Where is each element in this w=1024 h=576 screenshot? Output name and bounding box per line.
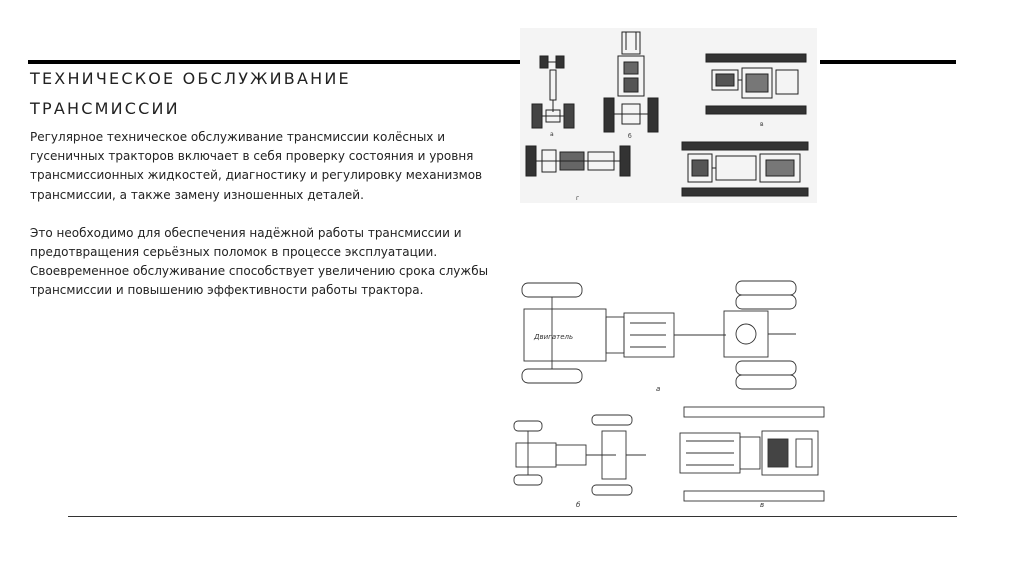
scheme-b-caption: б [628, 133, 632, 140]
slide-title [30, 64, 510, 124]
scheme-g-caption: г [576, 195, 580, 202]
diagram-v-caption: в [760, 501, 765, 509]
paragraph-2: Это необходимо для обеспечения надёжной работы трансмиссии и предотвращения серьёзных поломок в процессе эксплуатации. Своевременное обслуживание способствует увеличению срока службы трансмиссии и повышению эффективности работы трактора. [30, 225, 489, 298]
top-rule-right [820, 60, 956, 64]
diagram-a [522, 281, 796, 393]
scheme-v-caption: в [760, 121, 764, 128]
engine-label: Двигатель [534, 333, 574, 341]
paragraph-1: Регулярное техническое обслуживание трансмиссии колёсных и гусеничных тракторов включает в себя проверку состояния и уровня трансмиссионных жидкостей, диагностику и регулировку механизмов трансмиссии, а также замену изношенных деталей. [30, 130, 483, 202]
tractor-transmission-figure [506, 275, 831, 510]
transmission-schemes-drawing [520, 28, 817, 203]
diagram-v [680, 407, 824, 509]
bottom-rule [68, 516, 957, 517]
transmission-schemes-figure [520, 28, 817, 203]
tractor-transmission-drawing [506, 275, 831, 510]
slide-body [30, 128, 505, 320]
diagram-b [514, 415, 646, 509]
title-line-1: ТЕХНИЧЕСКОЕ ОБСЛУЖИВАНИЕ [30, 69, 351, 88]
diagram-a-caption: а [656, 385, 661, 393]
scheme-a-caption: а [550, 131, 554, 138]
title-line-2: ТРАНСМИССИИ [30, 99, 180, 118]
diagram-b-caption: б [576, 501, 581, 509]
